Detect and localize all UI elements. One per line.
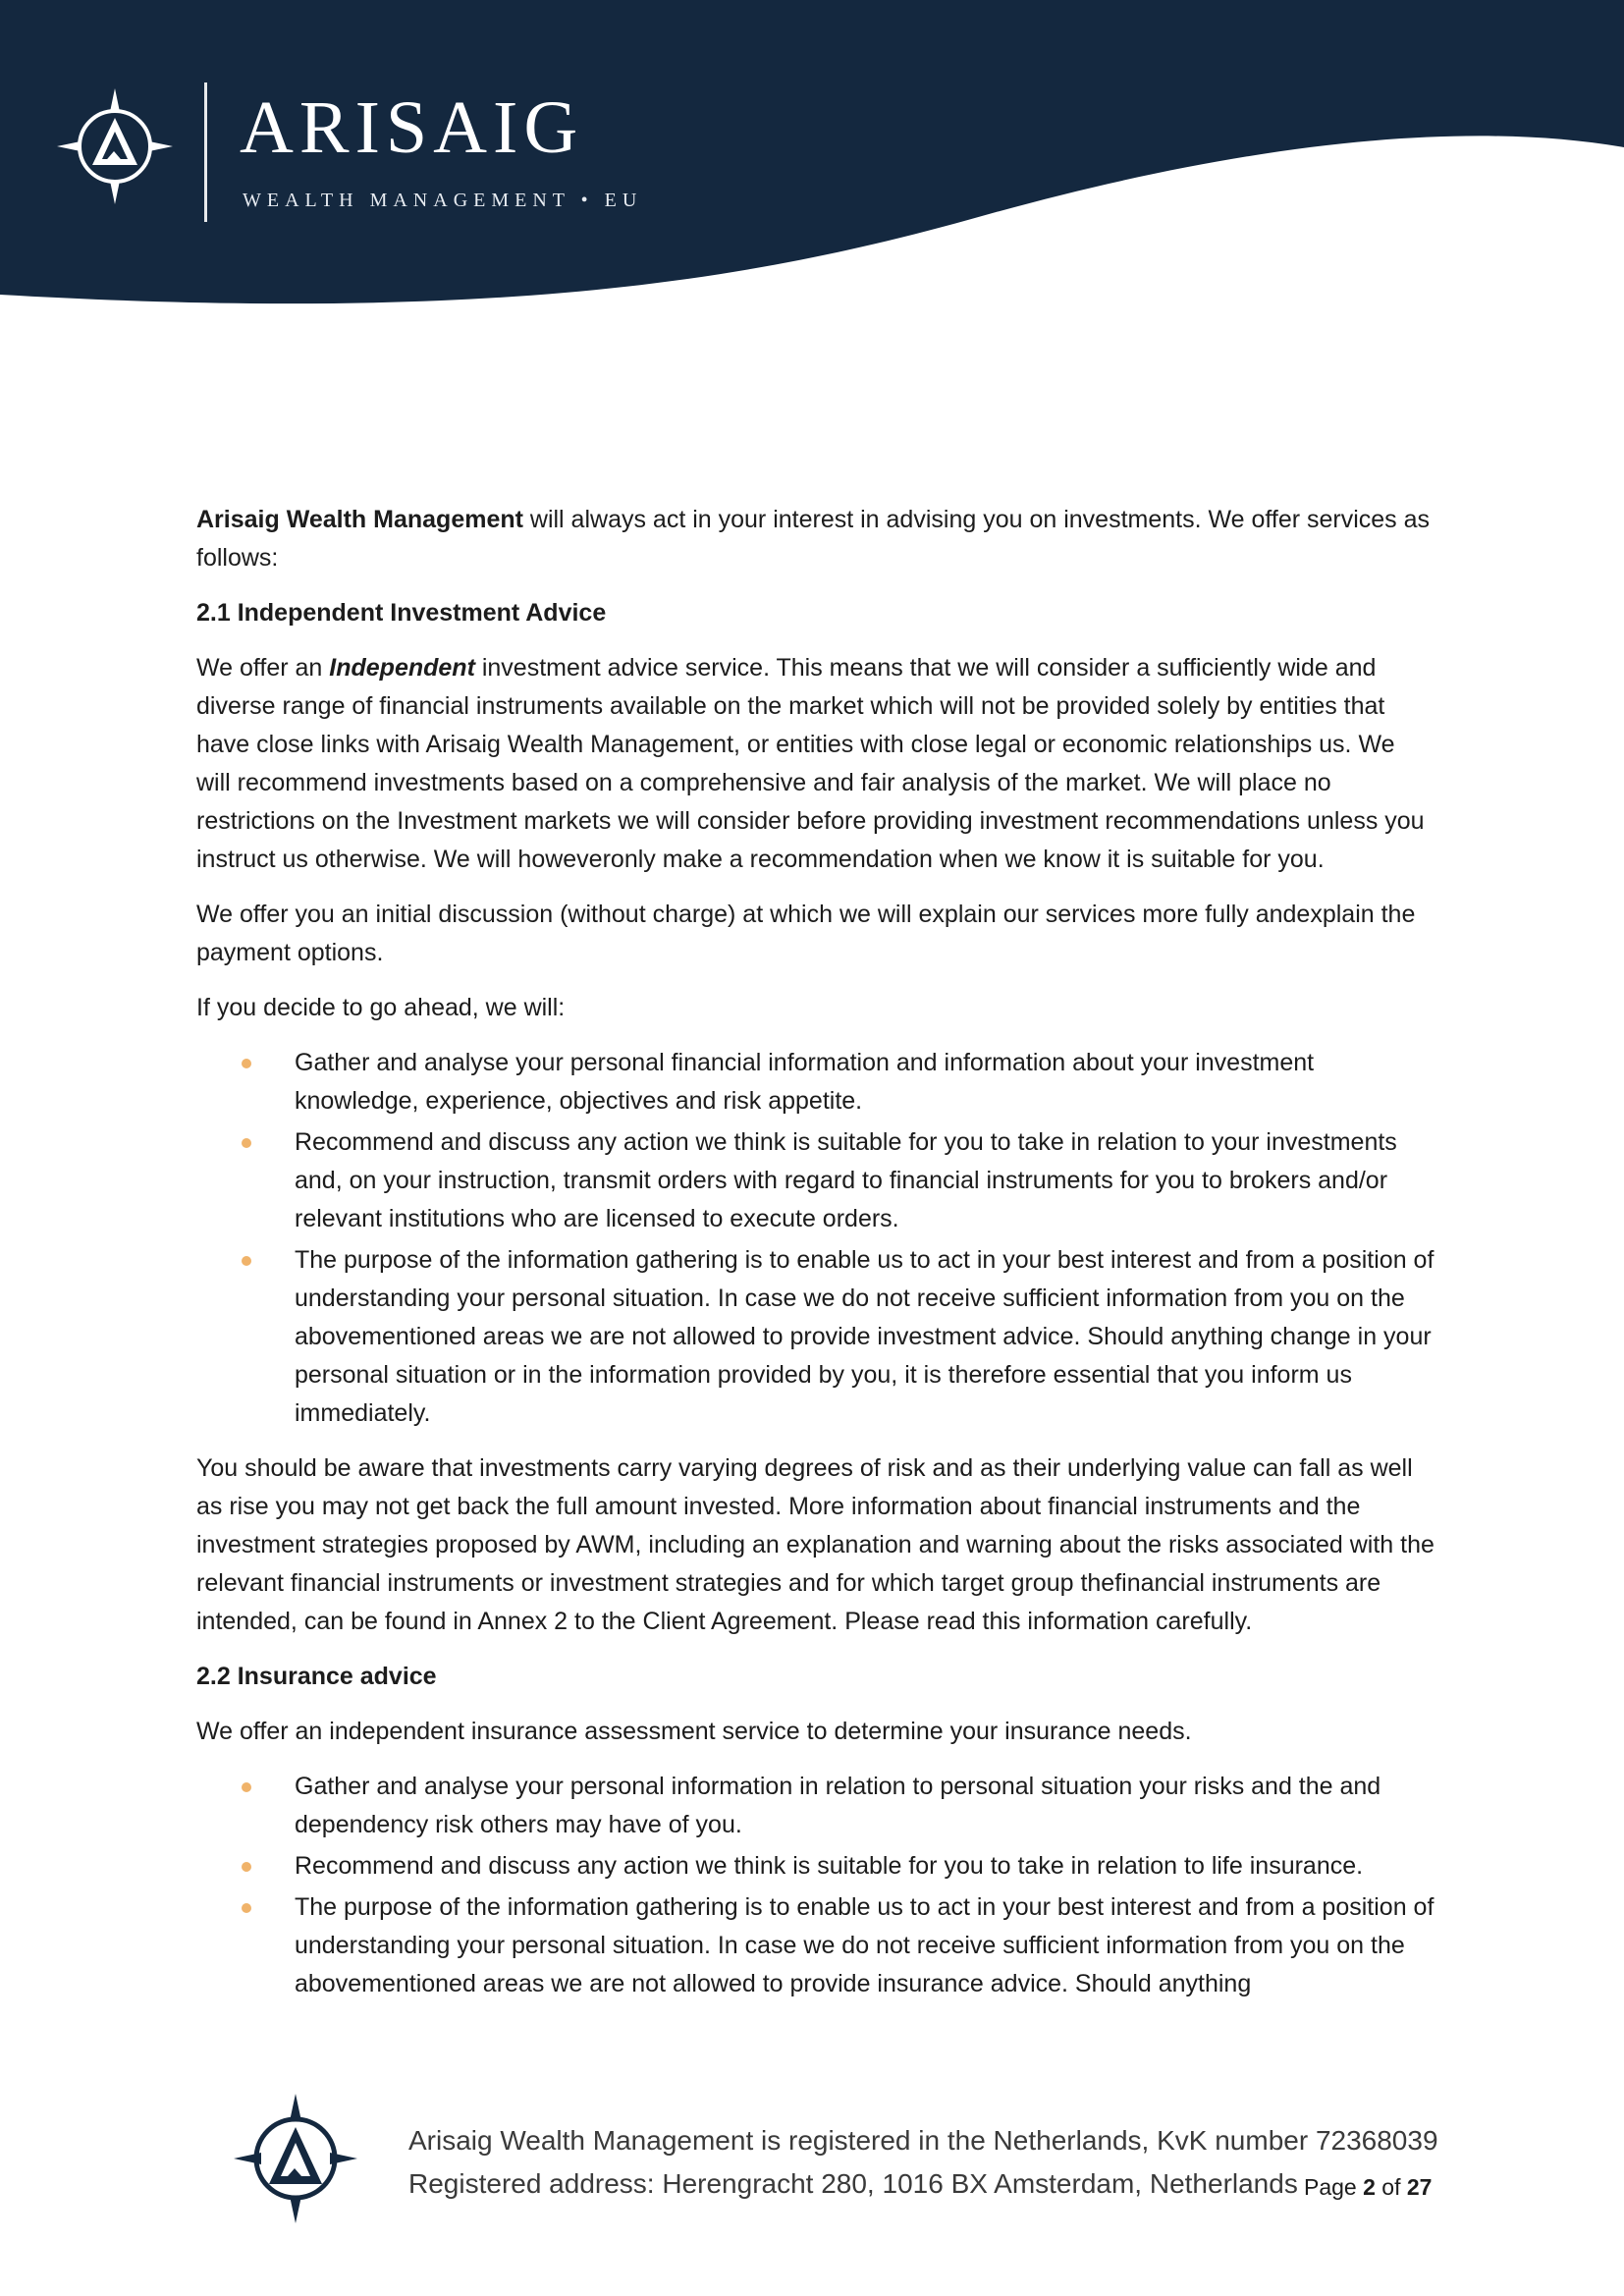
page-label: Page bbox=[1304, 2174, 1364, 2200]
page-current: 2 bbox=[1363, 2174, 1376, 2200]
section-2-2-paragraph-1: We offer an independent insurance assessment service to determine your insurance needs. bbox=[196, 1718, 1192, 1745]
investment-steps-list bbox=[196, 1044, 1435, 1433]
list-item bbox=[295, 1847, 1435, 1886]
bullet-dot-icon bbox=[242, 1862, 251, 1872]
list-item-text: Recommend and discuss any action we think is suitable for you to take in relation to life insurance. bbox=[295, 1852, 1364, 1880]
bullet-dot-icon bbox=[242, 1903, 251, 1913]
list-item-text: Recommend and discuss any action we think is suitable for you to take in relation to your investments and, on your instruction, transmit orders with regard to financial instruments for you to brokers and/or relevant institutions who are licensed to execute orders. bbox=[295, 1128, 1397, 1232]
list-item bbox=[295, 1123, 1435, 1238]
compass-mountain-footer-logo-icon bbox=[232, 2090, 359, 2227]
brand-name: ARISAIG bbox=[240, 86, 584, 169]
bullet-dot-icon bbox=[242, 1059, 251, 1068]
list-item bbox=[295, 1768, 1435, 1844]
intro-text: will always act in your interest in advising you on investments. We offer services as follows: bbox=[196, 506, 1431, 572]
page-number bbox=[1304, 2174, 1432, 2201]
list-item bbox=[295, 1044, 1435, 1121]
page-footer bbox=[0, 2082, 1624, 2296]
section-2-1-paragraph-1 bbox=[196, 649, 1435, 879]
list-item-text: The purpose of the information gathering is to enable us to act in your best interest and from a position of understanding your personal situation. In case we do not receive sufficient information from you on the abovementioned areas we are not allowed to provide investment advice. Should anything change in your personal situation or in the information provided by you, it is therefore essential that you inform us immediately. bbox=[295, 1246, 1435, 1427]
list-item-text: Gather and analyse your personal financial information and information about your investment knowledge, experience, objectives and risk appetite. bbox=[295, 1049, 1315, 1115]
emphasis-independent: Independent bbox=[329, 654, 475, 682]
document-body bbox=[196, 501, 1435, 2020]
page-of-label: of bbox=[1375, 2174, 1407, 2200]
list-item bbox=[295, 1241, 1435, 1433]
bullet-dot-icon bbox=[242, 1138, 251, 1148]
section-2-1-paragraph-4: You should be aware that investments carry varying degrees of risk and as their underlying value can fall as well as rise you may not get back the full amount invested. More information about financial instruments and the investment strategies proposed by AWM, including an explanation and warning about the risks associated with the relevant financial instruments or investment strategies and for which target group thefinancial instruments are intended, can be found in Annex 2 to the Client Agreement. Please read this information carefully. bbox=[196, 1454, 1435, 1635]
section-heading-2-2: 2.2 Insurance advice bbox=[196, 1663, 437, 1690]
bullet-dot-icon bbox=[242, 1256, 251, 1266]
text-run: We offer an bbox=[196, 654, 330, 682]
bullet-dot-icon bbox=[242, 1782, 251, 1792]
page-total: 27 bbox=[1406, 2174, 1433, 2200]
list-item-text: Gather and analyse your personal information in relation to personal situation your risks and the and dependency risk others may have of you. bbox=[295, 1773, 1381, 1838]
address-line: Registered address: Herengracht 280, 1016 BX Amsterdam, Netherlands bbox=[408, 2168, 1298, 2199]
section-2-1-paragraph-3: If you decide to go ahead, we will: bbox=[196, 994, 566, 1021]
logo-divider bbox=[204, 82, 207, 222]
registration-line: Arisaig Wealth Management is registered in the Netherlands, KvK number 72368039 bbox=[408, 2125, 1438, 2156]
letterhead-header bbox=[0, 0, 1624, 324]
intro-paragraph bbox=[196, 501, 1435, 577]
text-run: investment advice service. This means that we will consider a sufficiently wide and diverse range of financial instruments available on the market which will not be provided solely by entities that have close links with Arisaig Wealth Management, or entities with close legal or economic relationships us. We will recommend investments based on a comprehensive and fair analysis of the market. We will place no restrictions on the Investment markets we will consider before providing investment recommendations unless you instruct us otherwise. We will howeveronly make a recommendation when we know it is suitable for you. bbox=[196, 654, 1425, 873]
list-item bbox=[295, 1888, 1435, 2003]
section-2-1-paragraph-2: We offer you an initial discussion (without charge) at which we will explain our services more fully andexplain the payment options. bbox=[196, 901, 1416, 966]
insurance-steps-list bbox=[196, 1768, 1435, 2003]
company-name: Arisaig Wealth Management bbox=[196, 506, 523, 533]
section-heading-2-1: 2.1 Independent Investment Advice bbox=[196, 599, 607, 627]
compass-mountain-logo-icon bbox=[51, 82, 179, 210]
list-item-text: The purpose of the information gathering is to enable us to act in your best interest and from a position of understanding your personal situation. In case we do not receive sufficient information from you on the abovementioned areas we are not allowed to provide insurance advice. Should anything bbox=[295, 1893, 1435, 1997]
brand-subtitle: WEALTH MANAGEMENT • EU bbox=[243, 190, 643, 211]
